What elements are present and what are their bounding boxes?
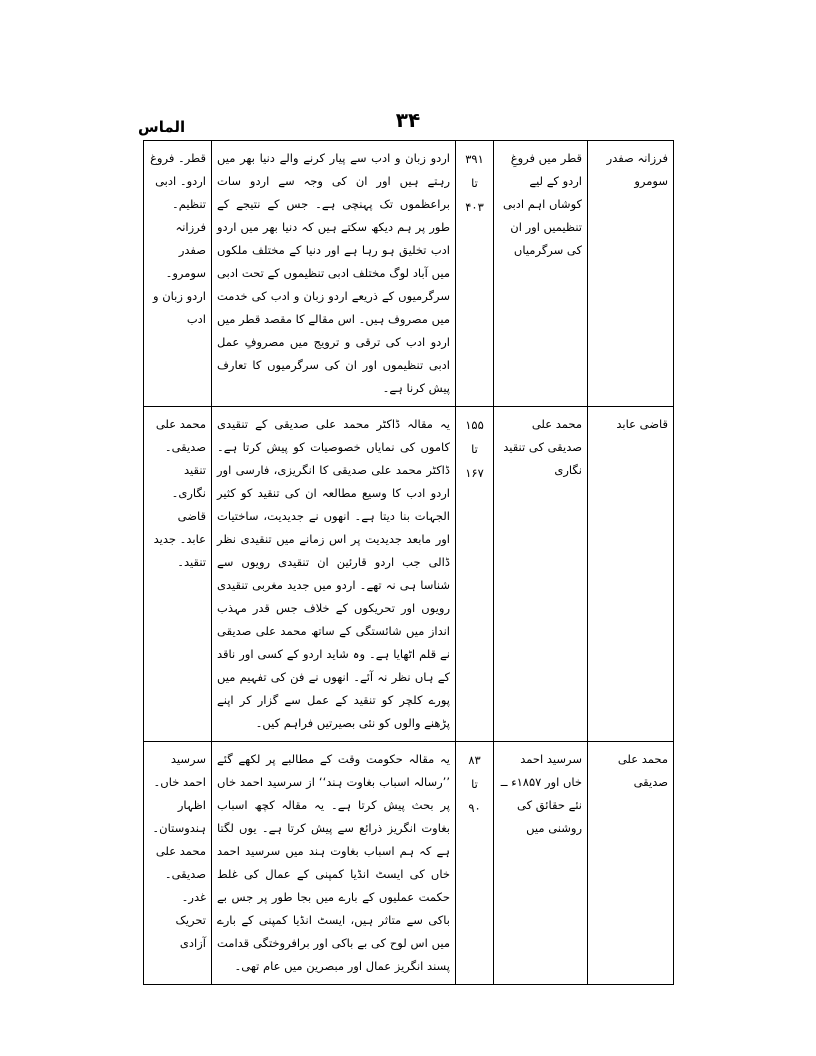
page-number: ۳۴ [395, 108, 421, 132]
title-cell: محمد علی صدیقی کی تنقید نگاری [494, 407, 588, 742]
page-range-separator: تا [471, 442, 478, 456]
keywords-cell: سرسید احمد خاں۔ اظہار ہندوستان۔ محمد علی صدیقی۔ غدر۔ تحریک آزادی [144, 742, 212, 985]
article-index-table [143, 140, 674, 985]
author-cell: محمد علی صدیقی [588, 742, 674, 985]
journal-name: الماس [138, 118, 186, 136]
pages-cell [456, 141, 494, 407]
summary-cell: یہ مقالہ حکومت وقت کے مطالبے پر لکھے گئے ’’رسالہ اسباب بغاوت ہند‘‘ از سرسید احمد خاں پر بحث پیش کرتا ہے۔ یہ مقالہ کچھ اسباب بغاوت انگریز ذرائع سے پیش کرتا ہے۔ یوں لگتا ہے کہ ہم اسباب بغاوت ہند میں سرسید احمد خاں کی ایسٹ انڈیا کمپنی کے عمال کی غلط حکمت عملیوں کے بارے میں بجا طور پر جس بے باکی سے متاثر ہیں، ایسٹ انڈیا کمپنی کے بارے میں اس لوح کی بے باکی اور برافروختگی قدامت پسند انگریز عمال اور مبصرین میں عام تھی۔ [212, 742, 456, 985]
summary-cell: یہ مقالہ ڈاکٹر محمد علی صدیقی کے تنقیدی کاموں کی نمایاں خصوصیات کو پیش کرتا ہے۔ ڈاکٹر محمد علی صدیقی کا انگریزی، فارسی اور اردو ادب کا وسیع مطالعہ ان کی تنقید کو کثیر الجہات بنا دیتا ہے۔ انھوں نے جدیدیت، ساختیات اور مابعد جدیدیت پر اس زمانے میں تنقیدی نظر ڈالی جب اردو قارئین ان تنقیدی رویوں سے شناسا ہی نہ تھے۔ اردو میں جدید مغربی تنقیدی رویوں اور تحریکوں کے خلاف جس قدر مہذب انداز میں شائستگی کے ساتھ محمد علی صدیقی نے قلم اٹھایا ہے۔ وہ شاید اردو کے کسی اور ناقد کے ہاں نظر نہ آئے۔ انھوں نے فن کی تفہیم میں پورے کلچر کو تنقید کے عمل سے گزار کر اپنے پڑھنے والوں کو نئی بصیرتیں فراہم کیں۔ [212, 407, 456, 742]
page-end: ۹۰ [468, 801, 481, 815]
page-range-separator: تا [471, 176, 478, 190]
page-range-separator: تا [471, 777, 478, 791]
page-start: ۳۹۱ [465, 152, 484, 166]
page-start: ۱۵۵ [465, 418, 484, 432]
summary-cell: اردو زبان و ادب سے پیار کرنے والے دنیا بھر میں رہتے ہیں اور ان کی وجہ سے اردو سات براعظموں تک پہنچی ہے۔ جس کے نتیجے کے طور پر ہم دیکھ سکتے ہیں کہ دنیا بھر میں اردو ادب تخلیق ہو رہا ہے اور دنیا کے مختلف ملکوں میں آباد لوگ مختلف ادبی تنظیموں کے تحت ادبی سرگرمیوں کے ذریعے اردو زبان و ادب کی خدمت میں مصروف ہیں۔ اس مقالے کا مقصد قطر میں اردو ادب کی ترقی و ترویج میں مصروفِ عمل ادبی تنظیموں اور ان کی سرگرمیوں کا تعارف پیش کرنا ہے۔ [212, 141, 456, 407]
title-cell: سرسید احمد خاں اور ۱۸۵۷ء ــ نئے حقائق کی روشنی میں [494, 742, 588, 985]
table-row [144, 742, 674, 985]
page-end: ۱۶۷ [465, 466, 484, 480]
keywords-cell: قطر۔ فروغ اردو۔ ادبی تنظیم۔ فرزانہ صفدر سومرو۔ اردو زبان و ادب [144, 141, 212, 407]
table-row [144, 407, 674, 742]
pages-cell [456, 742, 494, 985]
keywords-cell: محمد علی صدیقی۔ تنقید نگاری۔ قاضی عابد۔ جدید تنقید۔ [144, 407, 212, 742]
pages-cell [456, 407, 494, 742]
author-cell: قاضی عابد [588, 407, 674, 742]
table-row [144, 141, 674, 407]
title-cell: قطر میں فروغِ اردو کے لیے کوشاں اہم ادبی تنظیمیں اور ان کی سرگرمیاں [494, 141, 588, 407]
page-start: ۸۳ [468, 753, 481, 767]
page-end: ۴۰۳ [465, 200, 484, 214]
author-cell: فرزانہ صفدر سومرو [588, 141, 674, 407]
